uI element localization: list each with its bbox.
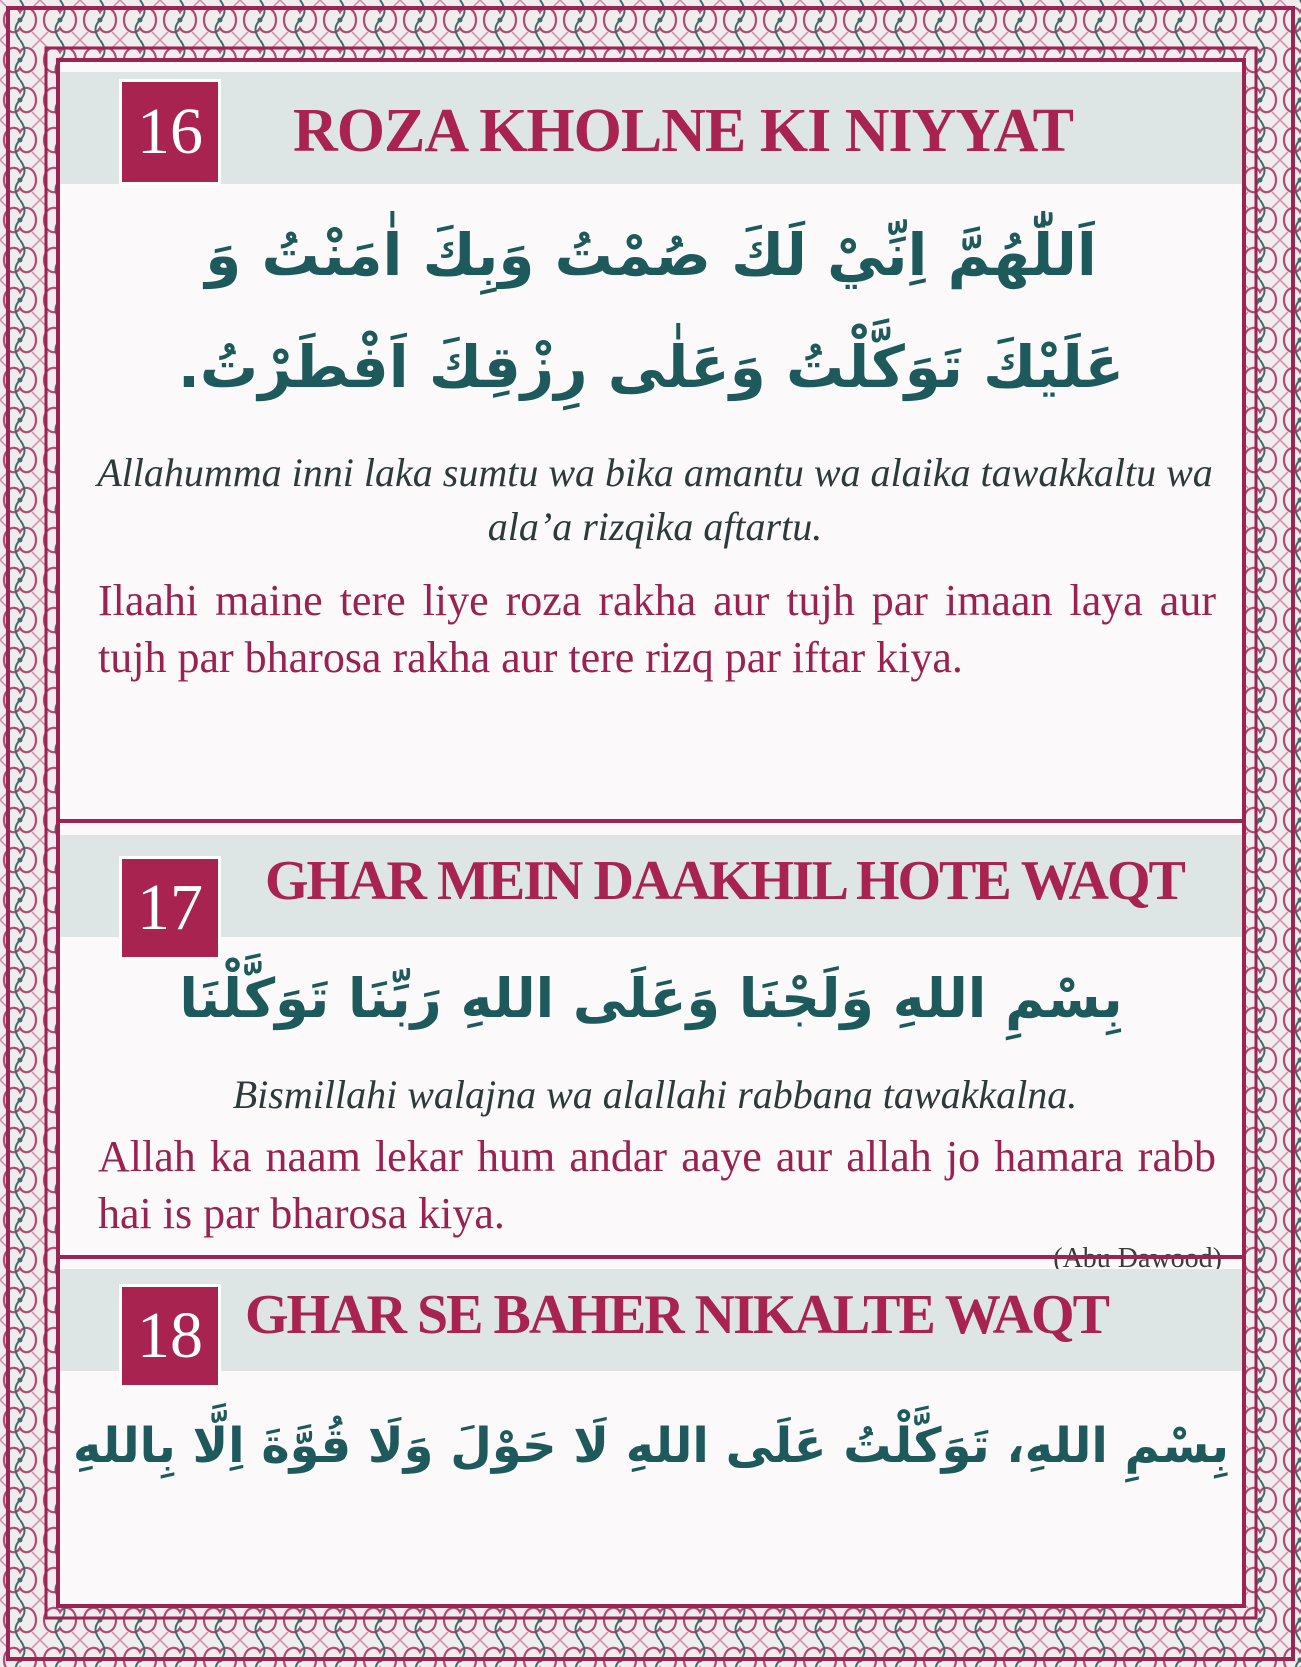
- content-panel: [56, 58, 1246, 1608]
- section-17: [60, 823, 1242, 1253]
- meaning-text: Allah ka naam lekar hum andar aaye aur allah jo hamara rabb hai is par bharosa kiya.: [98, 1132, 1216, 1239]
- arabic-text-line: عَلَيْكَ تَوَكَّلْتُ وَعَلٰى رِزْقِكَ اَفْطَرْتُ.: [177, 333, 1125, 401]
- transliteration: Allahumma inni laka sumtu wa bika amantu wa alaika tawakkaltu wa ala’a rizqika aftartu.: [97, 450, 1213, 549]
- section-number-badge: 16: [122, 82, 218, 182]
- section-number-badge: 17: [122, 859, 218, 957]
- section-title: GHAR SE BAHER NIKALTE WAQT: [245, 1284, 1108, 1346]
- section-number-badge: 18: [122, 1287, 218, 1385]
- section-title: ROZA KHOLNE KI NIYYAT: [293, 97, 1074, 165]
- section-16: [60, 62, 1242, 822]
- arabic-text-line: بِسْمِ اللهِ، تَوَكَّلْتُ عَلَى اللهِ لَا حَوْلَ وَلَا قُوَّةَ اِلَّا بِاللهِ: [72, 1418, 1230, 1474]
- meaning-text: Ilaahi maine tere liye roza rakha aur tujh par imaan laya aur tujh par bharosa rakha aur tere rizq par iftar kiya.: [98, 576, 1216, 683]
- arabic-text-line: بِسْمِ اللهِ وَلَجْنَا وَعَلَى اللهِ رَبِّنَا تَوَكَّلْنَا: [179, 967, 1123, 1030]
- section-18: [60, 1259, 1242, 1609]
- transliteration: Bismillahi walajna wa alallahi rabbana tawakkalna.: [232, 1072, 1078, 1117]
- section-title: GHAR MEIN DAAKHIL HOTE WAQT: [265, 850, 1184, 912]
- arabic-text-line: اَللّٰهُمَّ اِنِّيْ لَكَ صُمْتُ وَبِكَ اٰمَنْتُ وَ: [205, 221, 1097, 289]
